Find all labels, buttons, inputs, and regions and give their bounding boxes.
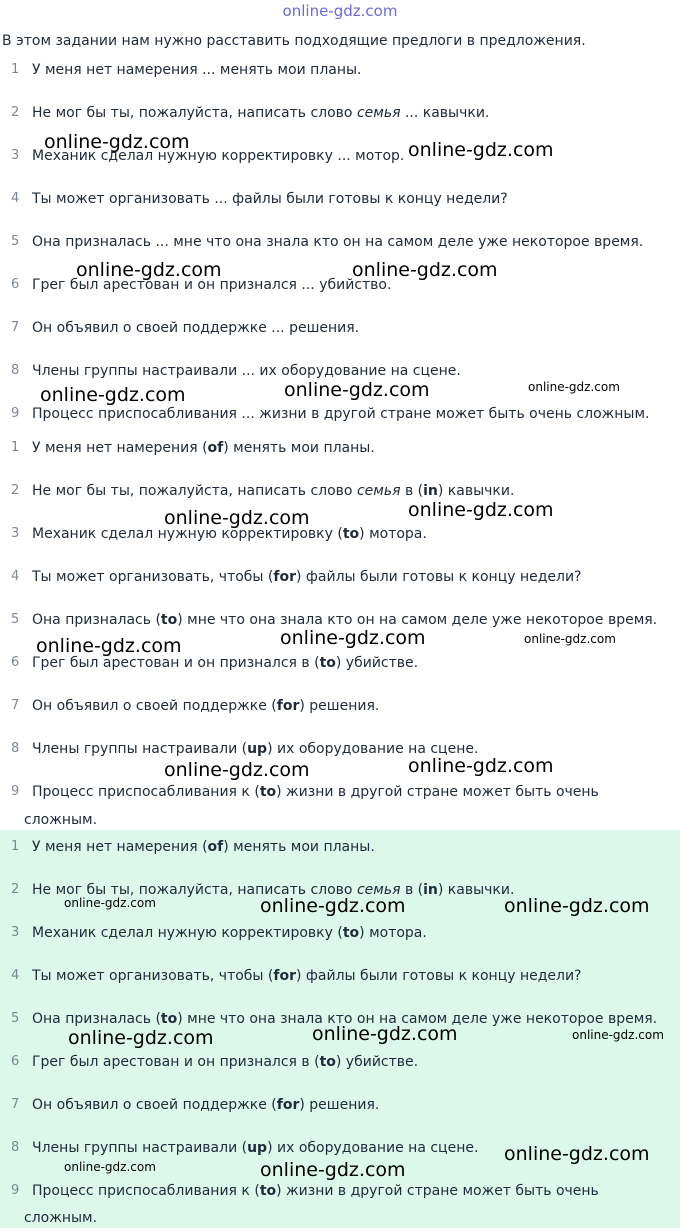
watermark: online-gdz.com (504, 1143, 650, 1165)
item-number: 7 (11, 698, 20, 713)
intro-text: В этом задании нам нужно расставить подходящие предлоги в предложения. (2, 33, 586, 49)
watermark: online-gdz.com (44, 131, 190, 153)
item-text: Механик сделал нужную корректировку (to) мотора. (32, 925, 427, 941)
watermark: online-gdz.com (408, 755, 554, 777)
item-number: 2 (11, 483, 20, 498)
item-text: Не мог бы ты, пожалуйста, написать слово семья ... кавычки. (32, 105, 490, 121)
item-text: Члены группы настраивали (up) их оборудование на сцене. (32, 1140, 479, 1156)
item-number: 3 (11, 148, 20, 163)
watermark: online-gdz.com (284, 379, 430, 401)
item-text: Он объявил о своей поддержке ... решения. (32, 320, 360, 336)
item-number: 4 (11, 569, 20, 584)
item-text: Он объявил о своей поддержке (for) решения. (32, 1097, 380, 1113)
watermark: online-gdz.com (572, 1028, 664, 1042)
item-number: 8 (11, 1140, 20, 1155)
watermark: online-gdz.com (260, 1159, 406, 1181)
watermark: online-gdz.com (524, 632, 616, 646)
watermark: online-gdz.com (68, 1027, 214, 1049)
watermark: online-gdz.com (164, 759, 310, 781)
item-text: Процесс приспосабливания к (to) жизни в другой стране может быть очень (32, 784, 599, 800)
item-text: Не мог бы ты, пожалуйста, написать слово семья в (in) кавычки. (32, 483, 515, 499)
item-text: сложным. (24, 1210, 98, 1226)
item-number: 4 (11, 191, 20, 206)
watermark: online-gdz.com (504, 895, 650, 917)
watermark: online-gdz.com (352, 259, 498, 281)
item-text: Члены группы настраивали (up) их оборудование на сцене. (32, 741, 479, 757)
item-number: 1 (11, 62, 20, 77)
watermark: online-gdz.com (64, 1160, 156, 1174)
item-number: 6 (11, 655, 20, 670)
item-number: 4 (11, 968, 20, 983)
watermark: online-gdz.com (528, 380, 620, 394)
item-number: 7 (11, 320, 20, 335)
item-number: 1 (11, 839, 20, 854)
item-number: 1 (11, 440, 20, 455)
item-number: 6 (11, 277, 20, 292)
item-number: 8 (11, 741, 20, 756)
item-text: Она призналась (to) мне что она знала кто он на самом деле уже некоторое время. (32, 1011, 658, 1027)
item-text: Она призналась (to) мне что она знала кто он на самом деле уже некоторое время. (32, 612, 658, 628)
watermark: online-gdz.com (76, 259, 222, 281)
item-number: 3 (11, 925, 20, 940)
watermark: online-gdz.com (260, 895, 406, 917)
item-text: Механик сделал нужную корректировку (to) мотора. (32, 526, 427, 542)
item-text: Он объявил о своей поддержке (for) решения. (32, 698, 380, 714)
item-text: Не мог бы ты, пожалуйста, написать слово семья в (in) кавычки. (32, 882, 515, 898)
item-text: У меня нет намерения (of) менять мои планы. (32, 440, 375, 456)
item-text: Грег был арестован и он признался в (to) убийстве. (32, 655, 419, 671)
watermark: online-gdz.com (36, 635, 182, 657)
watermark: online-gdz.com (312, 1023, 458, 1045)
item-text: Грег был арестован и он признался ... убийство. (32, 277, 392, 293)
watermark: online-gdz.com (40, 384, 186, 406)
item-number: 5 (11, 1011, 20, 1026)
item-text: У меня нет намерения (of) менять мои планы. (32, 839, 375, 855)
item-text: Механик сделал нужную корректировку ... мотор. (32, 148, 405, 164)
item-text: Грег был арестован и он признался в (to) убийстве. (32, 1054, 419, 1070)
item-number: 6 (11, 1054, 20, 1069)
header-watermark: online-gdz.com (282, 2, 398, 20)
item-number: 7 (11, 1097, 20, 1112)
item-number: 5 (11, 612, 20, 627)
watermark: online-gdz.com (408, 499, 554, 521)
item-number: 9 (11, 784, 20, 799)
item-text: сложным. (24, 812, 98, 828)
item-text: Процесс приспосабливания к (to) жизни в другой стране может быть очень (32, 1183, 599, 1199)
item-number: 9 (11, 406, 20, 421)
item-text: Ты может организовать ... файлы были готовы к концу недели? (32, 191, 508, 207)
watermark: online-gdz.com (64, 896, 156, 910)
item-number: 2 (11, 105, 20, 120)
item-number: 2 (11, 882, 20, 897)
item-text: Ты может организовать, чтобы (for) файлы были готовы к концу недели? (32, 569, 582, 585)
watermark: online-gdz.com (280, 627, 426, 649)
item-text: Ты может организовать, чтобы (for) файлы были готовы к концу недели? (32, 968, 582, 984)
item-number: 8 (11, 363, 20, 378)
item-number: 9 (11, 1183, 20, 1198)
questions-list (0, 56, 680, 428)
item-number: 5 (11, 234, 20, 249)
item-text: Члены группы настраивали ... их оборудование на сцене. (32, 363, 461, 379)
item-text: Процесс приспосабливания ... жизни в другой стране может быть очень сложным. (32, 406, 650, 422)
item-text: У меня нет намерения ... менять мои планы. (32, 62, 362, 78)
item-text: Она призналась ... мне что она знала кто он на самом деле уже некоторое время. (32, 234, 644, 250)
item-number: 3 (11, 526, 20, 541)
watermark: online-gdz.com (164, 507, 310, 529)
watermark: online-gdz.com (408, 139, 554, 161)
